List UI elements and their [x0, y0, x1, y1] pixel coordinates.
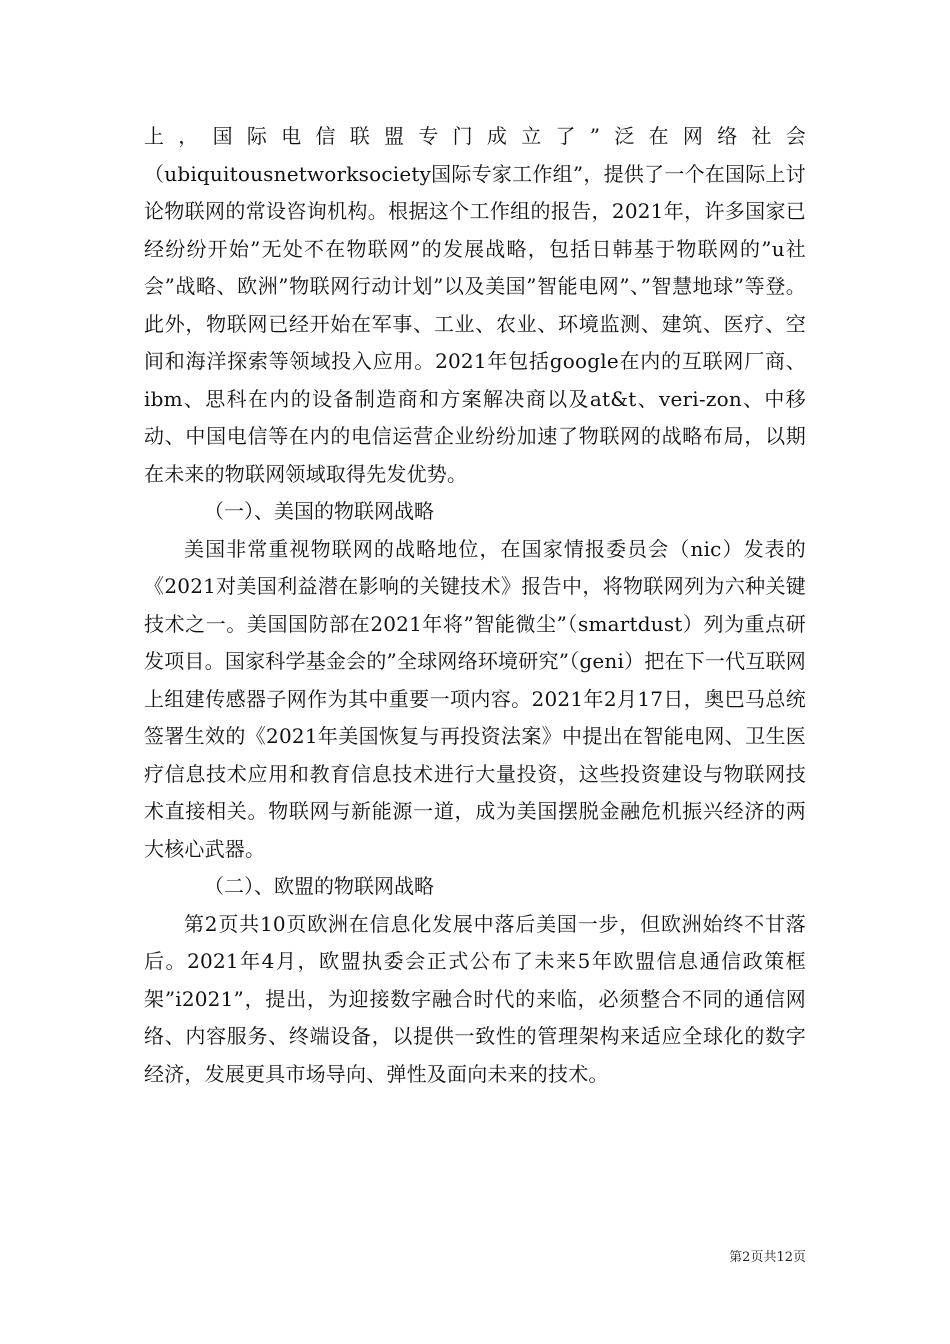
section-heading-us: （一）、美国的物联网战略 — [204, 499, 434, 523]
paragraph-3: 第2页共10页欧洲在信息化发展中落后美国一步，但欧洲始终不甘落后。2021年4月，欧盟执委会正式公布了未来5年欧盟信息通信政策框架”i2021”，提出，为迎接数字融合时代的来临，必须整合不同的通信网络、内容服务、终端设备，以提供一致性的管理架构来适应全球化的数字经济，发展更具市场导向、弹性及面向未来的技术。 — [144, 911, 806, 1086]
page-number-footer: 第2页共12页 — [729, 1250, 806, 1265]
section-heading-eu: （二）、欧盟的物联网战略 — [204, 874, 434, 898]
paragraph-1: 上，国际电信联盟专门成立了”泛在网络社会（ubiquitousnetworksociety国际专家工作组”，提供了一个在国际上讨论物联网的常设咨询机构。根据这个工作组的报告，2021年，许多国家已经纷纷开始”无处不在物联网”的发展战略，包括日韩基于物联网的”u社会”战略、欧洲”物联网行动计划”以及美国”智能电网”、”智慧地球”等登。此外，物联网已经开始在军事、工业、农业、环境监测、建筑、医疗、空间和海洋探索等领域投入应用。2021年包括google在内的互联网厂商、ibm、思科在内的设备制造商和方案解决商以及at&t、veri-zon、中移动、中国电信等在内的电信运营企业纷纷加速了物联网的战略布局，以期在未来的物联网领域取得先发优势。 — [144, 124, 806, 486]
document-body — [144, 118, 806, 1093]
paragraph-2: 美国非常重视物联网的战略地位，在国家情报委员会（nic）发表的《2021对美国利益潜在影响的关键技术》报告中，将物联网列为六种关键技术之一。美国国防部在2021年将”智能微尘”（smartdust）列为重点研发项目。国家科学基金会的”全球网络环境研究”（geni）把在下一代互联网上组建传感器子网作为其中重要一项内容。2021年2月17日，奥巴马总统签署生效的《2021年美国恢复与再投资法案》中提出在智能电网、卫生医疗信息技术应用和教育信息技术进行大量投资，这些投资建设与物联网技术直接相关。物联网与新能源一道，成为美国摆脱金融危机振兴经济的两大核心武器。 — [144, 536, 806, 861]
